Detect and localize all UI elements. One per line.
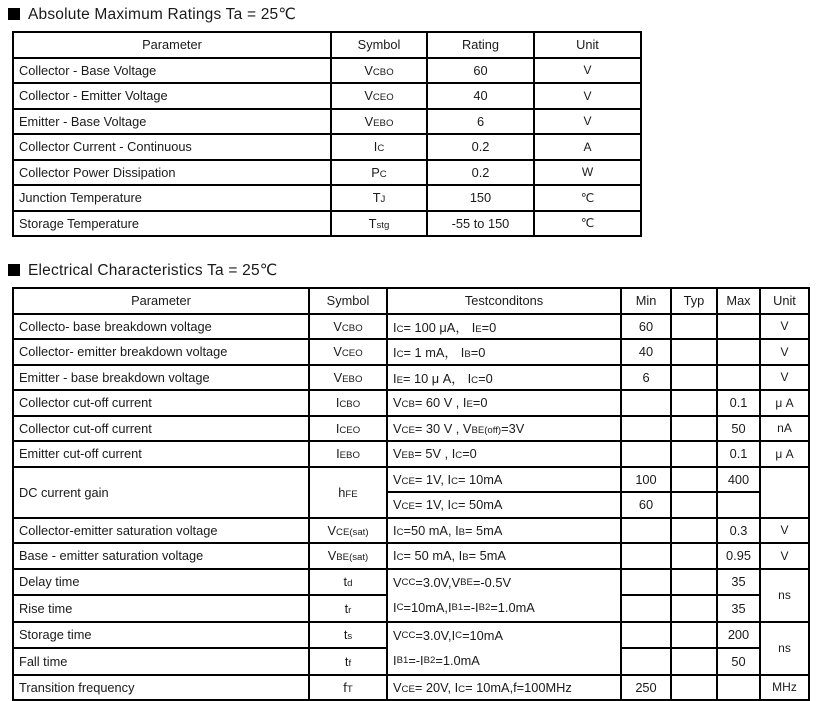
cell-sym: VCBO xyxy=(309,314,387,340)
cell-rating: 0.2 xyxy=(427,134,534,160)
column-header-unit: Unit xyxy=(534,32,641,58)
table-row xyxy=(13,109,641,135)
cell-min: 100 xyxy=(621,467,671,493)
cell-param: Rise time xyxy=(13,595,309,622)
cell-param: Storage Temperature xyxy=(13,211,331,237)
cell-param: Collector Power Dissipation xyxy=(13,160,331,186)
cell-rating: 60 xyxy=(427,58,534,84)
cell-min xyxy=(621,543,671,569)
cell-unit: ns xyxy=(760,569,809,622)
cell-typ xyxy=(671,314,717,340)
cell-min: 60 xyxy=(621,314,671,340)
cell-cond: VCE= 1V, IC= 10mA xyxy=(387,467,621,493)
cell-sym: ts xyxy=(309,622,387,649)
cell-param: Collector cut-off current xyxy=(13,416,309,442)
cell-max: 50 xyxy=(717,416,760,442)
cell-sym: VEBO xyxy=(331,109,427,135)
section-title-absolute-maximum-ratings xyxy=(8,4,821,24)
cell-max: 0.1 xyxy=(717,441,760,467)
cell-sym: IC xyxy=(331,134,427,160)
cell-max: 0.1 xyxy=(717,390,760,416)
cell-rating: 40 xyxy=(427,83,534,109)
cell-min xyxy=(621,569,671,596)
cell-typ xyxy=(671,595,717,622)
section-gap xyxy=(0,237,821,259)
cell-rating: 150 xyxy=(427,185,534,211)
cell-cond: IC= 1 mA， IB=0 xyxy=(387,339,621,365)
cell-rating: 6 xyxy=(427,109,534,135)
cell-sym: ICBO xyxy=(309,390,387,416)
cell-cond: VCE= 1V, IC= 50mA xyxy=(387,492,621,518)
cell-typ xyxy=(671,441,717,467)
cell-sym: tf xyxy=(309,648,387,675)
cell-unit: V xyxy=(760,339,809,365)
cell-unit: μ A xyxy=(760,441,809,467)
cell-sym: VCE(sat) xyxy=(309,518,387,544)
cell-param: Storage time xyxy=(13,622,309,649)
table-row xyxy=(13,339,809,365)
cell-sym: VBE(sat) xyxy=(309,543,387,569)
cell-cond: IC=50 mA, IB= 5mA xyxy=(387,518,621,544)
cell-unit: V xyxy=(760,365,809,391)
cell-param: Fall time xyxy=(13,648,309,675)
cell-unit: V xyxy=(760,518,809,544)
cell-unit: μ A xyxy=(760,390,809,416)
cell-sym: IEBO xyxy=(309,441,387,467)
column-header-unit: Unit xyxy=(760,288,809,314)
cell-unit: ℃ xyxy=(534,211,641,237)
table-row xyxy=(13,416,809,442)
table-row xyxy=(13,441,809,467)
cell-max: 0.3 xyxy=(717,518,760,544)
cell-cond: VEB= 5V , IC=0 xyxy=(387,441,621,467)
absolute-maximum-ratings-table xyxy=(12,31,642,237)
cell-sym: ICEO xyxy=(309,416,387,442)
table-row xyxy=(13,185,641,211)
section-title-electrical-characteristics xyxy=(8,260,821,280)
cell-param: Transition frequency xyxy=(13,675,309,701)
cell-max xyxy=(717,314,760,340)
cell-typ xyxy=(671,339,717,365)
cell-max: 35 xyxy=(717,595,760,622)
cell-sym: td xyxy=(309,569,387,596)
cell-typ xyxy=(671,416,717,442)
cell-cond xyxy=(387,622,621,675)
cell-unit xyxy=(760,467,809,518)
table-row xyxy=(13,390,809,416)
column-header-symbol: Symbol xyxy=(331,32,427,58)
amr-header-row xyxy=(13,32,641,58)
cell-sym: TJ xyxy=(331,185,427,211)
cell-cond: VCE= 20V, IC= 10mA,f=100MHz xyxy=(387,675,621,701)
ec-table-body xyxy=(13,314,809,701)
cell-min: 6 xyxy=(621,365,671,391)
cell-param: Collector-emitter saturation voltage xyxy=(13,518,309,544)
cell-typ xyxy=(671,492,717,518)
column-header-parameter: Parameter xyxy=(13,32,331,58)
black-square-bullet-icon xyxy=(8,8,20,20)
cell-min: 40 xyxy=(621,339,671,365)
condition-line: V CC =3.0V,V BE =-0.5V xyxy=(393,574,511,590)
column-header-min: Min xyxy=(621,288,671,314)
cell-param: Emitter cut-off current xyxy=(13,441,309,467)
cell-param: Junction Temperature xyxy=(13,185,331,211)
column-header-testconditions: Testconditons xyxy=(387,288,621,314)
cell-param: Emitter - Base Voltage xyxy=(13,109,331,135)
cell-unit: V xyxy=(534,83,641,109)
table-row xyxy=(13,83,641,109)
cell-min xyxy=(621,648,671,675)
cell-max xyxy=(717,365,760,391)
cell-cond: VCE= 30 V , VBE(off)=3V xyxy=(387,416,621,442)
electrical-characteristics-table xyxy=(12,287,810,701)
cell-max: 0.95 xyxy=(717,543,760,569)
cell-cond: IC= 100 μA， IE=0 xyxy=(387,314,621,340)
cell-unit: V xyxy=(760,314,809,340)
cell-typ xyxy=(671,622,717,649)
table-row xyxy=(13,134,641,160)
condition-line: I C =10mA,I B1 =-I B2 =1.0mA xyxy=(393,600,535,616)
section2-title-text: Electrical Characteristics Ta = 25℃ xyxy=(28,261,278,279)
cell-unit: A xyxy=(534,134,641,160)
column-header-typ: Typ xyxy=(671,288,717,314)
condition-line: V CC =3.0V,I C =10mA xyxy=(393,627,503,643)
cell-param: Emitter - base breakdown voltage xyxy=(13,365,309,391)
table-row xyxy=(13,160,641,186)
cell-param: Collector - Emitter Voltage xyxy=(13,83,331,109)
table-row xyxy=(13,58,641,84)
cell-sym: Tstg xyxy=(331,211,427,237)
black-square-bullet-icon xyxy=(8,264,20,276)
column-header-symbol: Symbol xyxy=(309,288,387,314)
cell-cond: IE= 10 μ A， IC=0 xyxy=(387,365,621,391)
cell-unit: ns xyxy=(760,622,809,675)
cell-typ xyxy=(671,365,717,391)
cell-typ xyxy=(671,675,717,701)
cell-cond: VCB= 60 V , IE=0 xyxy=(387,390,621,416)
cell-rating: -55 to 150 xyxy=(427,211,534,237)
amr-table-body xyxy=(13,58,641,237)
cell-unit: W xyxy=(534,160,641,186)
cell-sym: VCEO xyxy=(331,83,427,109)
table-row xyxy=(13,569,809,596)
table-row xyxy=(13,622,809,649)
cell-param: Base - emitter saturation voltage xyxy=(13,543,309,569)
cell-typ xyxy=(671,467,717,493)
cell-min xyxy=(621,518,671,544)
cell-min xyxy=(621,390,671,416)
cell-param: Collecto- base breakdown voltage xyxy=(13,314,309,340)
condition-line: I B1 =-I B2 =1.0mA xyxy=(393,653,480,669)
cell-sym: hFE xyxy=(309,467,387,518)
cell-sym: VCEO xyxy=(309,339,387,365)
cell-sym: VEBO xyxy=(309,365,387,391)
cell-min xyxy=(621,441,671,467)
cell-typ xyxy=(671,390,717,416)
cell-max xyxy=(717,339,760,365)
cell-max: 400 xyxy=(717,467,760,493)
cell-sym: PC xyxy=(331,160,427,186)
table-row xyxy=(13,467,809,493)
section1-title-text: Absolute Maximum Ratings Ta = 25℃ xyxy=(28,5,296,23)
cell-typ xyxy=(671,518,717,544)
column-header-max: Max xyxy=(717,288,760,314)
cell-sym: fT xyxy=(309,675,387,701)
cell-min: 250 xyxy=(621,675,671,701)
cell-cond xyxy=(387,569,621,622)
cell-cond: IC= 50 mA, IB= 5mA xyxy=(387,543,621,569)
cell-rating: 0.2 xyxy=(427,160,534,186)
cell-sym: tr xyxy=(309,595,387,622)
cell-param: DC current gain xyxy=(13,467,309,518)
cell-min xyxy=(621,416,671,442)
cell-max: 35 xyxy=(717,569,760,596)
table-row xyxy=(13,543,809,569)
table-row xyxy=(13,365,809,391)
table-row xyxy=(13,518,809,544)
cell-unit: nA xyxy=(760,416,809,442)
table-row xyxy=(13,211,641,237)
cell-min xyxy=(621,595,671,622)
column-header-rating: Rating xyxy=(427,32,534,58)
cell-unit: ℃ xyxy=(534,185,641,211)
cell-typ xyxy=(671,569,717,596)
table-row xyxy=(13,314,809,340)
cell-param: Delay time xyxy=(13,569,309,596)
cell-unit: V xyxy=(534,58,641,84)
cell-unit: V xyxy=(534,109,641,135)
cell-sym: VCBO xyxy=(331,58,427,84)
cell-param: Collector cut-off current xyxy=(13,390,309,416)
cell-unit: V xyxy=(760,543,809,569)
cell-typ xyxy=(671,543,717,569)
cell-max: 200 xyxy=(717,622,760,649)
cell-max xyxy=(717,675,760,701)
column-header-parameter: Parameter xyxy=(13,288,309,314)
ec-header-row xyxy=(13,288,809,314)
cell-param: Collector- emitter breakdown voltage xyxy=(13,339,309,365)
cell-unit: MHz xyxy=(760,675,809,701)
cell-max xyxy=(717,492,760,518)
cell-param: Collector - Base Voltage xyxy=(13,58,331,84)
cell-min: 60 xyxy=(621,492,671,518)
cell-max: 50 xyxy=(717,648,760,675)
table-row xyxy=(13,675,809,701)
cell-typ xyxy=(671,648,717,675)
cell-min xyxy=(621,622,671,649)
cell-param: Collector Current - Continuous xyxy=(13,134,331,160)
